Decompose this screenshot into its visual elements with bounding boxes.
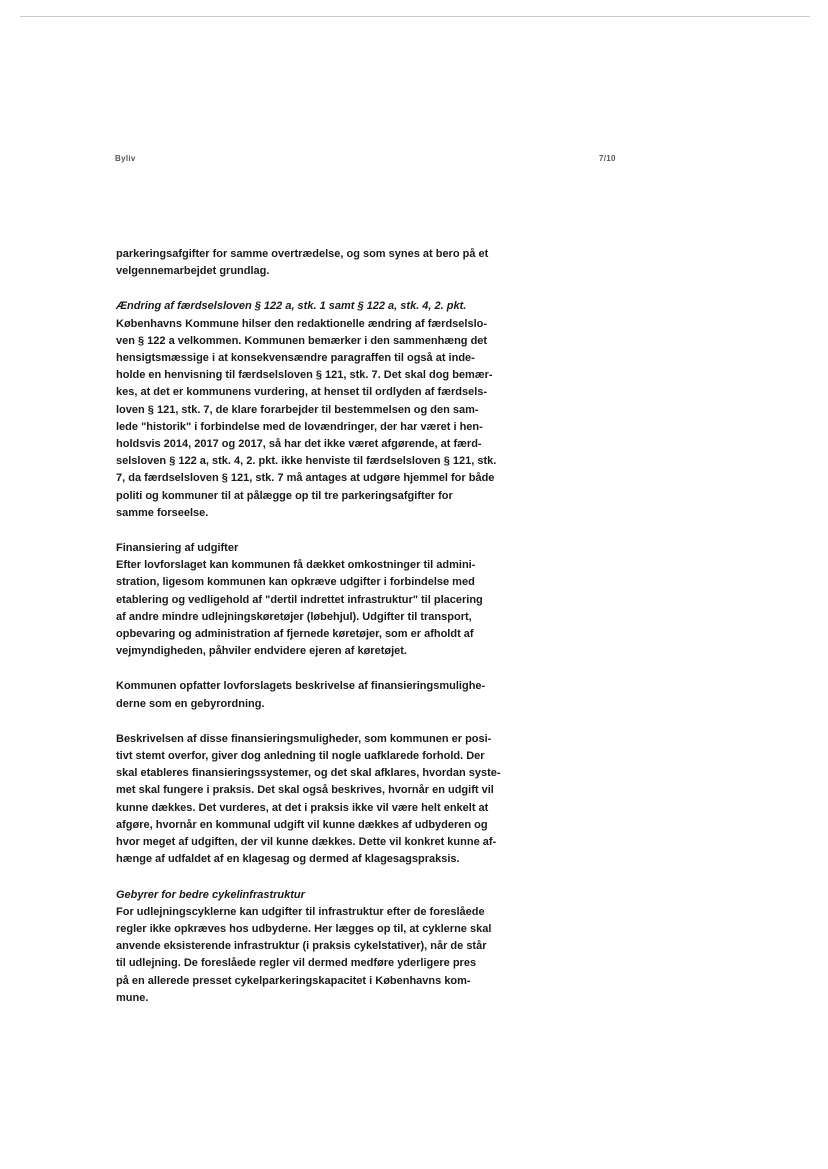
- text-line: hænge af udfaldet af en klagesag og dermed af klagesagspraksis.: [116, 853, 460, 866]
- section-heading: Finansiering af udgifter: [116, 542, 239, 555]
- text-line: selsloven § 122 a, stk. 4, 2. pkt. ikke henviste til færdselsloven § 121, stk.: [116, 455, 497, 468]
- text-line: ven § 122 a velkommen. Kommunen bemærker i den sammenhæng det: [116, 334, 488, 347]
- text-line: parkeringsafgifter for samme overtrædelse, og som synes at bero på et: [116, 248, 489, 260]
- section-bike-fees: [116, 887, 526, 1007]
- text-line: vejmyndigheden, påhviler endvidere ejeren af køretøjet.: [116, 645, 407, 658]
- text-line: af andre mindre udlejningskøretøjer (løbehjul). Udgifter til transport,: [116, 610, 472, 623]
- text-line: kes, at det er kommunens vurdering, at henset til ordlyden af færdsels-: [116, 386, 488, 399]
- paragraph-financing-issues: [116, 731, 526, 869]
- header-org: Byliv: [115, 154, 136, 163]
- paragraph-fee-scheme: [116, 678, 526, 712]
- page-number: 7/10: [599, 154, 616, 163]
- text-line: met skal fungere i praksis. Det skal også beskrives, hvornår en udgift vil: [116, 784, 494, 797]
- text-line: hensigtsmæssige i at konsekvensændre paragraffen til også at inde-: [116, 352, 475, 365]
- text-line: lede "historik" i forbindelse med de lovændringer, der har været i hen-: [116, 420, 483, 433]
- text-line: skal etableres finansieringssystemer, og det skal afklares, hvordan syste-: [116, 767, 501, 780]
- text-line: anvende eksisterende infrastruktur (i praksis cykelstativer), når de står: [116, 940, 487, 953]
- section-financing: [116, 540, 526, 660]
- text-line: stration, ligesom kommunen kan opkræve udgifter i forbindelse med: [116, 576, 475, 589]
- text-line: holde en henvisning til færdselsloven § 121, stk. 7. Det skal dog bemær-: [116, 369, 493, 382]
- text-line: på en allerede presset cykelparkeringskapacitet i Københavns kom-: [116, 974, 471, 987]
- text-line: politi og kommuner til at pålægge op til tre parkeringsafgifter for: [116, 489, 453, 502]
- text-line: Efter lovforslaget kan kommunen få dækket omkostninger til admini-: [116, 559, 476, 572]
- text-line: tivt stemt overfor, giver dog anledning til nogle uafklarede forhold. Der: [116, 750, 485, 763]
- text-line: Beskrivelsen af disse finansieringsmuligheder, som kommunen er posi-: [116, 732, 492, 745]
- text-line: etablering og vedligehold af "dertil indrettet infrastruktur" til placering: [116, 593, 483, 606]
- text-line: afgøre, hvornår en kommunal udgift vil kunne dækkes af udbyderen og: [116, 818, 488, 831]
- section-amendment: [116, 298, 526, 522]
- document-body: [116, 246, 526, 1007]
- text-line: opbevaring og administration af fjernede køretøjer, som er afholdt af: [116, 628, 474, 641]
- text-line: Københavns Kommune hilser den redaktionelle ændring af færdselslo-: [116, 317, 488, 330]
- text-line: Kommunen opfatter lovforslagets beskrivelse af finansieringsmulighe-: [116, 680, 486, 693]
- text-line: til udlejning. De foreslåede regler vil dermed medføre yderligere pres: [116, 957, 477, 970]
- text-line: holdsvis 2014, 2017 og 2017, så har det ikke været afgørende, at færd-: [116, 438, 482, 451]
- text-line: derne som en gebyrordning.: [116, 697, 265, 710]
- text-line: hvor meget af udgiften, der vil kunne dækkes. Dette vil konkret kunne af-: [116, 836, 497, 849]
- text-line: loven § 121, stk. 7, de klare forarbejder til bestemmelsen og den sam-: [116, 403, 479, 416]
- intro-paragraph: [116, 246, 526, 280]
- text-line: velgennemarbejdet grundlag.: [116, 265, 270, 278]
- section-heading: Gebyrer for bedre cykelinfrastruktur: [116, 888, 305, 901]
- section-heading: Ændring af færdselsloven § 122 a, stk. 1 samt § 122 a, stk. 4, 2. pkt.: [116, 300, 467, 313]
- text-line: samme forseelse.: [116, 506, 209, 519]
- text-line: regler ikke opkræves hos udbyderne. Her lægges op til, at cyklerne skal: [116, 922, 492, 935]
- text-line: For udlejningscyklerne kan udgifter til infrastruktur efter de foreslåede: [116, 905, 485, 918]
- text-line: kunne dækkes. Det vurderes, at det i praksis ikke vil være helt enkelt at: [116, 801, 489, 814]
- text-line: mune.: [116, 991, 149, 1004]
- text-line: 7, da færdselsloven § 121, stk. 7 må antages at udgøre hjemmel for både: [116, 472, 495, 485]
- scan-edge-line: [20, 16, 810, 17]
